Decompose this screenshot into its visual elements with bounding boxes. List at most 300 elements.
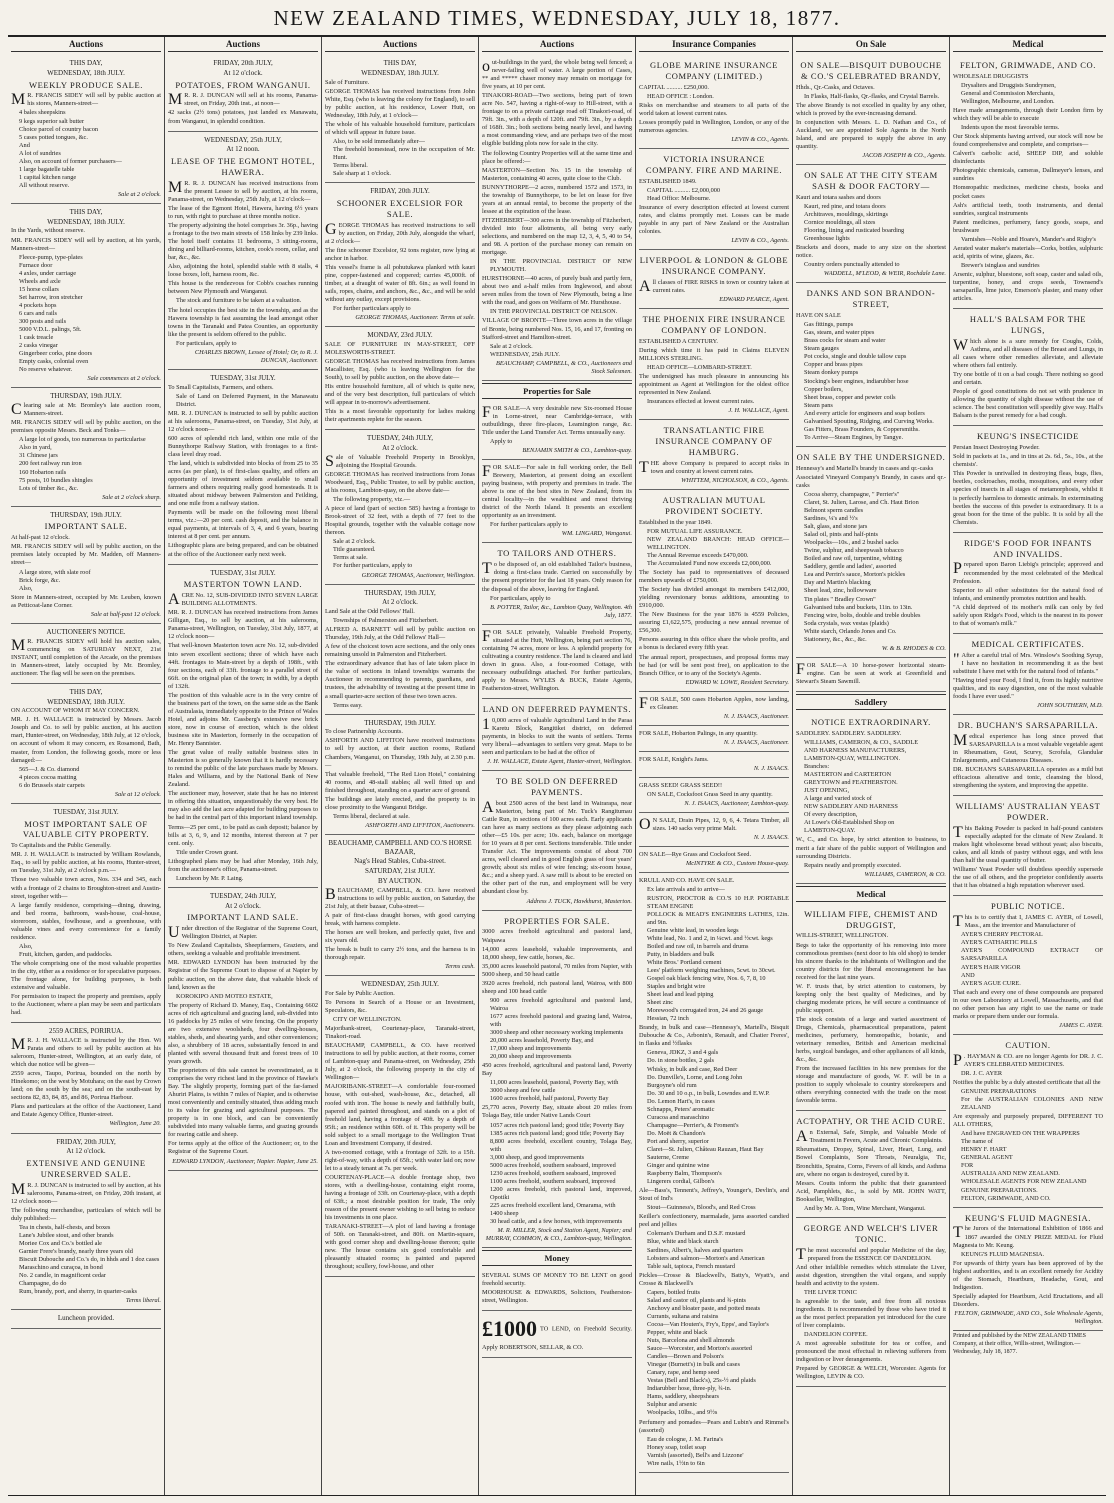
ad-text: Burgoyne's old rum xyxy=(647,1081,697,1089)
ad-text: That each and every one of these compounds are prepared in our own Laboratory at Lowell, Massachusetts, and that no other person has any right to use the name or trade marks or prepare them under our formula. xyxy=(953,988,1103,1020)
ad-dateline: TUESDAY, 31st JULY. xyxy=(53,807,119,816)
ad-text: "A child deprived of its mother's milk can only by fed safely upon Ridge's Food, which is the nearest in its power to that of woman's milk." xyxy=(953,603,1103,627)
ad-text: At half-past 12 o'clock. xyxy=(11,534,70,542)
advertisement xyxy=(11,804,161,1023)
ad-text: 11,000 acres leasehold, pastoral, Poverty Bay, with xyxy=(490,1079,619,1087)
ad-text: Also, adjoining the hotel, splendid stable with 8 stalls, 4 loose boxes, loft, harness room, &c. xyxy=(168,263,318,279)
advertisement xyxy=(325,55,475,183)
ad-text: out-buildings in the yard, the whole being well fenced; a never-failing well of water. A large portion of Cases, ** and ***** chaser money may remain on mortgage for five years, at 10 per cent. xyxy=(482,58,632,91)
ad-text: BEAUCHAMP, CAMPBELL, & CO. have received instructions to sell by public auction, on Saturday, the 21st July, at their bazaar, Cuba-street— xyxy=(325,885,475,910)
ad-text: Indiarubber hose, three-ply, ¾-in. xyxy=(647,1385,732,1393)
ad-text: Ginger and quinine wine xyxy=(647,1162,710,1170)
ad-text: The Accumulated Fund now exceeds £2,000,000. xyxy=(647,560,772,568)
ad-text: Gas fittings, pumps xyxy=(804,321,854,329)
advertisement xyxy=(11,684,161,804)
ad-text: Boiled and raw oil, turpentine, whiting xyxy=(804,555,902,563)
ad-dateline: WEDNESDAY, 18th JULY. xyxy=(47,697,125,706)
ad-text: 5000 acres freehold, southern seaboard, improved xyxy=(490,1161,616,1169)
column-heading: Auctions xyxy=(11,37,161,52)
ad-text: This is a most favorable opportunity for ladies making their apartments replete for the season. xyxy=(325,408,475,424)
ad-dateline: Nag's Head Stables, Cuba-street. xyxy=(354,857,446,866)
ad-dateline: MONDAY, 23rd JULY. xyxy=(367,331,433,340)
advertisement xyxy=(168,132,318,370)
ad-text: DR. BUCHAN'S SARSAPARILLA operates as a mild but efficacious alterative and tonic, cleansing the blood, strengthening the system, and improving the appetite. xyxy=(953,766,1103,790)
ad-text: 1 large bagatelle table xyxy=(19,165,75,173)
ad-dateline: THURSDAY, 19th JULY. xyxy=(50,392,122,401)
advertisement xyxy=(796,55,946,165)
ad-text: THE LIVER TONIC xyxy=(804,1288,857,1296)
ad-text: The most successful and popular Medicine of the day, prepared from the ESSENCE OF DANDELION. xyxy=(796,1245,946,1263)
ad-signature: ASHFORTH AND LIFFITON, Auctioneers. xyxy=(365,821,475,829)
ad-text: Sale of Furniture. xyxy=(325,78,370,86)
ad-text: Prepared by GEORGE & WELCH, Worcester. Agents for Wellington, LEVIN & CO. xyxy=(796,1365,946,1381)
ad-dateline: THIS DAY, xyxy=(69,687,103,696)
ad-dateline: TUESDAY, 24th JULY, xyxy=(366,434,434,443)
ad-text: Staples and bright wire xyxy=(647,983,706,991)
ad-text: NEW SADDLERY AND HARNESS xyxy=(804,803,898,811)
ad-text: ON SALE, Cocksfoot Grass Seed in any quantity. xyxy=(647,791,773,799)
ad-signature: LEVIN & CO., Agents. xyxy=(731,237,789,245)
ad-text: POLLOCK & MEAD'S ENGINEERS LATHES, 12in. and 9in. xyxy=(647,910,789,926)
ad-text: Sold in packets at 1s., and in tins at 2s. 6d., 5s., 10s., at the chemists'. xyxy=(953,453,1103,469)
ad-text: Set harrow, iron stretcher xyxy=(19,293,83,301)
ad-text: Lithographic plans are being prepared, and can be obtained at the office of the Auctioneer early next week. xyxy=(168,542,318,558)
ad-dateline: THURSDAY, 19th JULY. xyxy=(364,718,436,727)
ad-text: His entire household furniture, all of which is quite new, and of the very best description, full particulars of which will appear in to-morrow's advertisement. xyxy=(325,383,475,407)
ad-text: Do. 30 and 10 o.p., in bulk, Lowndes and E.W.P. xyxy=(647,1089,770,1097)
ad-text: 3000 sheep and other necessary working implements xyxy=(490,1029,624,1037)
ad-signature: FELTON, GRIMWADE, AND CO., Sole Wholesale Agents, Wellington. xyxy=(954,1309,1103,1325)
advertisement xyxy=(639,778,789,813)
advertisement xyxy=(639,149,789,250)
ad-text: 17,000 sheep and improvements xyxy=(490,1045,572,1053)
ad-text: Wellington, Melbourne, and London. xyxy=(961,98,1055,106)
drop-capital: M xyxy=(11,91,26,109)
ad-signature: CHARLES BROWN, Lessee of Hotel; Or, to R. J. DUNCAN, Auctioneer. xyxy=(194,348,318,364)
ad-dateline: At 2 o'clock. xyxy=(225,901,261,910)
ad-dateline: WEDNESDAY, 18th JULY. xyxy=(47,68,125,77)
ad-text: Rum, brandy, port, and sherry, in quarter-casks xyxy=(19,1288,137,1296)
advertisement xyxy=(953,426,1103,532)
ad-text: Schnapps, Peters' aromatic xyxy=(647,1105,715,1113)
ad-signature: BENJAMIN SMITH & CO., Lambton-quay. xyxy=(522,447,632,455)
ad-text: Prepared upon Baron Liebig's principle; approved and recommended by the most celebrated of the Medical Profession. xyxy=(953,560,1103,585)
advertisement xyxy=(11,1134,161,1311)
ad-text: Greenhouse lights xyxy=(804,235,850,243)
ad-text: The horses are well broken, and perfectly quiet, five and six years old. xyxy=(325,928,475,944)
ad-text: FOR SALE, Knight's Jams. xyxy=(639,755,709,763)
ad-text: 25,770 acres, Poverty Bay, situate about 20 miles from Tolaga Bay, title under Native Lands Court xyxy=(482,1104,632,1120)
drop-capital: M xyxy=(11,1036,26,1054)
ad-dateline: AUCTIONEER'S NOTICE. xyxy=(46,627,126,636)
advertisement xyxy=(325,430,475,584)
ad-headline: VICTORIA INSURANCE COMPANY. FIRE AND MARINE. xyxy=(645,154,783,175)
ad-text: ESTABLISHED A CENTURY. xyxy=(639,337,718,345)
ad-headline: GEORGE AND WELCH'S LIVER TONIC. xyxy=(803,1222,939,1244)
ad-text: FITZHERBERT—300 acres in the township of Fitzherbert, divided into four allotments, all being very early selections, and numbered on the map 12, 3, 4, 5, 40 to 54, and 98. A portion of the purchase money can remain on mortgage. xyxy=(482,216,632,257)
ad-text: M R. R. J. DUNCAN will sell at his rooms, Panama-street, on Friday, 20th inst., at noon— xyxy=(168,91,318,109)
ad-headline: EXTENSIVE AND GENUINE UNRESERVED SALE. xyxy=(26,1158,146,1179)
ad-text: TINAKORI-ROAD—Two sections, being part of town acre No. 547, having a right-of-way to Hill-street, with a frontage to on a private carriage road off Tinakori-road, of 79ft. 3in., with a depth of 120ft. and 79ft. 3in., by a depth of 168ft. 3in.; both sections being nearly level, and having a most commanding view, and are perhaps two of the most eligible building plots now for sale in the city. xyxy=(482,92,632,148)
advertisement xyxy=(953,715,1103,796)
ad-text: Sale of Valuable Freehold Property in Brooklyn, adjoining the Hospital Grounds. xyxy=(325,452,475,470)
ad-text: Gas, steam, and water pipes xyxy=(804,329,875,337)
ad-text: Galvanised tubs and buckets, 11in. to 13in. xyxy=(804,603,913,611)
advertisement xyxy=(796,283,946,447)
advertisement xyxy=(168,565,318,888)
ad-text: Also in yard, xyxy=(19,444,52,452)
ad-text: Sardines, Albert's, halves and quarters xyxy=(647,1246,743,1254)
ad-text: "Having tried your Food, I find it, from its highly nutritive qualities, and its easy digestion, one of the most valuable foods I have ever used." xyxy=(953,676,1103,700)
ad-text: ASHFORTH AND LIFFITON have received instructions to sell by auction, at their auction rooms, Rutland Chambers, Wanganui, on Thursday, 19th July, at 2.30 p.m.— xyxy=(325,737,475,769)
drop-capital: M xyxy=(168,178,183,196)
ad-text: MR. FRANCIS SIDEY will sell by public auction, on the premises lately occupied by Mr. Madden, off Manners-street— xyxy=(11,543,161,567)
ad-text: JUST OPENING, xyxy=(804,787,850,795)
ad-text: HAVE ON SALE xyxy=(796,312,841,320)
ad-text: 4 axles, under carriage xyxy=(19,269,76,277)
drop-capital: T xyxy=(796,1245,806,1263)
drop-capital: B xyxy=(325,885,336,903)
ad-signature: EDWARD W. LOWE, Resident Secretary. xyxy=(685,678,789,686)
ad-text: THE above Company is prepared to accept risks in town and country at lowest current rates. xyxy=(639,458,789,476)
ad-text: Sheet zinc xyxy=(647,999,674,1007)
advertisement xyxy=(639,752,789,778)
ad-text: HENRY F. HART xyxy=(961,1146,1007,1154)
ad-text: Sale of Land on Deferred Payment, in the Manawatu District. xyxy=(176,392,318,408)
ad-text: Genuine white lead, in wooden kegs xyxy=(647,926,739,934)
drop-capital: A xyxy=(168,591,180,609)
ad-text: WILLIAMS, CAMERON, & CO., SADDLE xyxy=(804,738,919,746)
ad-text: GEORGE THOMAS has received instructions from John White, Esq. (who is leaving the colony for England), to sell by public auction, at his residence, Lower Hutt, on Wednesday, 18th July, at 1 o'clock— xyxy=(325,87,475,119)
ad-text: FELTON, GRIMWADE, AND CO. xyxy=(961,1194,1051,1202)
ad-text: Galvanised Spouting, Ridging, and Curving Works. xyxy=(804,417,934,425)
advertisement xyxy=(639,420,789,490)
drop-capital: O xyxy=(639,816,651,834)
ad-headline: DR. BUCHAN'S SARSAPARILLA. xyxy=(957,720,1099,731)
ad-text: For particulars, apply to xyxy=(490,594,551,602)
ad-text: Cocoa sherry, champagne, " Perrier's" xyxy=(804,490,900,498)
ad-text: GEORGE THOMAS has received instructions from James Macallister, Esq. (who is leaving Wellington for the South), to sell by public auction, on the above date— xyxy=(325,357,475,382)
ad-text: Begs to take the opportunity of his removing into more commodious premises (next door to his old shop) to tender his sincere thanks to the inhabitants of Wellington and the country districts for the liberal encouragement he has received for the last nine years. xyxy=(796,941,946,981)
ad-headline: PROPERTIES FOR SALE. xyxy=(504,915,610,926)
ad-text: FOR SALE—A 10 horse-power horizontal steam-engine. Can be seen at work at Greenfield and Stewart's Steam Sawmill. xyxy=(796,660,946,685)
ad-text: M R. J. H. WALLACE is instructed by the Hon. Wi Parata and others to sell by public auction at his saleroom, Hunter-street, Wellington, at an early date, of which due notice will be given— xyxy=(11,1036,161,1069)
ad-text: " After a careful trial of Mrs. Winslow's Soothing Syrup, I have no hesitation in recommending it as the best substitute I have met with for the natural food of infants." xyxy=(953,650,1103,675)
ad-text: For particulars, apply to xyxy=(176,339,237,347)
advertisement xyxy=(482,401,632,460)
ad-text: MASTERTON—Section No. 15 in the township of Masterton, containing 40 acres, quite close to the Club. xyxy=(482,166,632,182)
ad-text: 4 pockets hops xyxy=(19,301,57,309)
column-4 xyxy=(479,37,636,1495)
drop-capital: C xyxy=(11,401,22,419)
columns xyxy=(8,37,1106,1496)
section-heading: Medical xyxy=(796,886,946,902)
ad-text: Do. Lemon Hart's, in cases xyxy=(647,1097,715,1105)
drop-capital: M xyxy=(11,636,26,654)
ad-text: Do. in stone bottles, 2 gals xyxy=(647,1057,714,1065)
advertisement xyxy=(639,490,789,692)
ad-text: Apply to xyxy=(490,437,513,445)
advertisement xyxy=(796,904,946,1112)
ad-text: Also, xyxy=(19,942,33,950)
ad-text: Morewood's corrugated iron, 24 and 26 gauge xyxy=(647,1007,764,1015)
ad-headline: MEDICAL CERTIFICATES. xyxy=(971,638,1085,649)
ad-text: LAMBTON-QUAY, WELLINGTON. xyxy=(804,755,901,762)
ad-signature: WILLIAMS, CAMERON, & CO. xyxy=(864,870,946,878)
ad-text: 20,000 sheep and improvements xyxy=(490,1053,572,1061)
ad-text: Copper and brass pipes xyxy=(804,361,863,369)
column-heading: Insurance Companies xyxy=(639,37,789,52)
ad-dateline: At 12 noon. xyxy=(226,145,260,154)
ad-text: Belmont sperm candles xyxy=(804,507,864,514)
drop-capital: U xyxy=(168,924,180,942)
ad-text: ON ACCOUNT OF WHOM IT MAY CONCERN. xyxy=(11,707,140,715)
ad-dateline: THURSDAY, 19th JULY, xyxy=(364,588,436,597)
ad-text: Notifies the public by a duly attested certificate that all the xyxy=(953,1078,1101,1086)
ad-signature: N. J. ISAACS. xyxy=(753,834,789,842)
advertisement xyxy=(482,1268,632,1311)
ad-signature: N. J. ISAACS. xyxy=(753,765,789,772)
ad-text: And have ENGRAVED ON THE WRAPPERS xyxy=(961,1130,1080,1138)
ad-text: Coleman's Durham and D.S.F. mustard xyxy=(647,1230,746,1238)
ad-text: The proprietors of this sale cannot be overestimated, as it comprises the very richest land in the province of Hawke's Bay. The slightly property, forming part of the far-famed Ahuriri Plains, is within 7 miles of Napier, and is otherwise most conveniently and centrally situated, thus adding much to its value for grazing and agricultural purposes. The property is in one block, and can be conveniently subdivided into many valuable farms, and grazing grounds for rearing cattle and sheep. xyxy=(168,1067,318,1139)
ad-text: Hennessy's and Martell's brandy in cases and qr.-casks xyxy=(796,464,934,472)
column-6 xyxy=(793,37,950,1495)
advertisement xyxy=(482,543,632,624)
ad-text: Woolpacks, 10lbs., and 9½s xyxy=(647,1409,718,1417)
ad-text: FOR SALE—For sale in full working order, the Bell Brewery, Masterton, at present doing an excellent paying business, with property and premises in trade. The above is one of the best sites in New Zealand, from its central locality—in the wealthiest and most thriving district of the North Island. It presents an excellent opportunity as an investment. xyxy=(482,463,632,520)
advertisement xyxy=(796,447,946,658)
ad-text: No. 2 candle, in magnificent cedar xyxy=(19,1272,106,1280)
ad-text: KEUNG'S FLUID MAGNESIA. xyxy=(961,1250,1045,1258)
ad-signature: Address J. TUCK, Hawkhurst, Masterton. xyxy=(526,897,632,905)
ad-text: Garnier Frere's brandy, nearly three years old xyxy=(19,1248,133,1256)
ad-text: KRULL AND CO. HAVE ON SALE. xyxy=(639,877,735,885)
ad-text: This vessel's frame is all pohutukawa planked with kauri pine, copper-fastened and coppered; carries 45,000ft. of timber, at a draught of water of 8ft. 6in.; as well found in sails, ropes, chains, and anchors, &c., &c., and will be sold without any outlay, except provisions. xyxy=(325,263,475,303)
ad-text: 20,000 acres leasehold, Poverty Bay, and xyxy=(490,1037,594,1045)
ad-text: Empty casks, colonial oven xyxy=(19,358,89,366)
ad-text: Steam donkey pumps xyxy=(804,369,859,377)
ad-text: Rheumatism, Dropsy, Spinal, Liver, Heart, Lung, and Bowel Complaints, Sore Throats, Neuralgia, Tic, Bronchitis, Sprains, Corns, Fevers of all kinds, and Asthma are, where no organ is destroyed, cured by it. xyxy=(796,1146,946,1178)
ad-text: FOR SALE—A very desirable new Six-roomed House in Lorne-street, near Cambridge-terrace, with outbuildings, three fire-places, Leamington range, &c. Title under the Land Transfer Act. Terms unusually easy. xyxy=(482,403,632,436)
ad-text: Putty, in bladders and bulk xyxy=(647,950,715,958)
ad-text: Hessian, 72 inch xyxy=(647,1015,689,1023)
ad-text: Brewer's isinglass and sundries xyxy=(961,261,1040,269)
ad-text: Biscuit Dubouche and Co.'s do, in hhds and 1 doz cases xyxy=(19,1256,160,1264)
ad-text: A few of the choicest town acre sections, and the only ones remaining unsold in Palmerston and Fitzherbert. xyxy=(325,643,475,659)
ad-text: 3000 acres freehold agricultural and pastoral land, Waipawa xyxy=(482,928,632,944)
ad-text: Brandy, in bulk and case—Hennessy's, Martell's, Bisquit Dubouche & Co., Arbonin's, Renault, and Chatier Freres', in flasks and ½flasks xyxy=(639,1024,789,1048)
ad-text: Payments will be made on the following most liberal terms, viz.:—20 per cent. cash deposit, and the balance in equal payments, at intervals of 3, 4, and 6 years, bearing interest at 8 per cent. per annum. xyxy=(168,509,318,541)
ad-text: The annual report, prospectuses, and proposal forms may be had (or will be sent post free), on application to the Branch Office, or to any of the Society's Agents. xyxy=(639,653,789,677)
ad-text: P . HAYMAN & CO. are no longer Agents for DR. J. C. AYER'S CELEBRATED MEDICINES. xyxy=(953,1051,1103,1069)
ad-text: 3920 acres freehold, rich pastoral land, Wairoa, with 800 sheep and 100 head cattle xyxy=(482,979,632,995)
ad-text: Twine, sulphur, and sheepwash tobacco xyxy=(804,547,904,555)
advertisement xyxy=(168,370,318,565)
ad-text: GEORGE THOMAS has received instructions to sell by auction, on Friday, 20th July, alongside the wharf, at 2 o'clock— xyxy=(325,220,475,245)
ad-text: This is to certify that I, JAMES C. AYER, of Lowell, Mass., am the inventor and Manufacturer of xyxy=(953,913,1103,931)
drop-capital: F xyxy=(482,627,491,645)
ad-text: Lees' platform weighing machines, 5cwt. to 30cwt. xyxy=(647,966,776,974)
advertisement xyxy=(11,1023,161,1133)
ad-signature: GEORGE THOMAS, Auctioneer, Wellington. xyxy=(361,571,475,579)
advertisement xyxy=(325,715,475,835)
ad-signature: JACOB JOSEPH & CO., Agents. xyxy=(862,152,946,160)
ad-text: M R. J. DUNCAN is instructed to sell by auction, at his salerooms, Panama-street, on Friday, 20th instant, at 12 o'clock noon— xyxy=(11,1180,161,1205)
ad-text: ALFRED A. BARNETT will sell by public auction on Thursday, 19th July, at the Odd Fellows' Hall— xyxy=(325,626,475,642)
ad-text: GREYTOWN and FEATHERSTON. xyxy=(804,779,898,787)
ad-headline: IMPORTANT SALE. xyxy=(44,521,128,532)
ad-text: For further particulars, apply to xyxy=(333,562,413,570)
drop-capital: F xyxy=(639,694,648,712)
ad-text: Also, on account of former purchasers— xyxy=(19,157,122,165)
ad-signature: BEAUCHAMP, CAMPBELL, & CO., Auctioneers and Stock Salesmen. xyxy=(495,359,632,375)
ad-signature: WHITTEM, NICHOLSON, & CO., Agents. xyxy=(681,476,789,484)
ad-text: O N SALE, Drain Pipes, 12, 9, 6, 4. Tetara Timber, all sizes. 140 sacks very prime Malt. xyxy=(639,816,789,834)
ad-text: From the increased facilities in his new premises for the storage and manufacture of goods, W. F. will be in a position to supply wholesale to country storekeepers and others everything connected with the trade on the most favorable terms. xyxy=(796,1065,946,1105)
ad-headline: AUSTRALIAN MUTUAL PROVIDENT SOCIETY. xyxy=(662,495,766,516)
ad-text: Lea and Perrin's sauce, Morton's pickles xyxy=(804,571,906,579)
ad-text: GENERAL AGENT xyxy=(961,1154,1013,1162)
ad-signature: B. POTTER, Tailor, &c., Lambton Quay, Wellington. 4th July, 1877. xyxy=(490,603,632,619)
ad-text: DR. J. C. AYER xyxy=(961,1069,1003,1077)
ad-text: The great value of really suitable business sites in Masterton is so generally known that it is hardly necessary to remind the public of the late purchases made by Messrs. Hales and Williams, and by the National Bank of New Zealand. xyxy=(168,749,318,789)
section-heading: Money xyxy=(482,1250,632,1266)
ad-text: 1230 acres freehold, southern seaboard, improved xyxy=(490,1169,616,1177)
advertisement xyxy=(11,1310,161,1329)
advertisement xyxy=(639,847,789,873)
ad-text: Ale—Bass's, Tennent's, Jeffrey's, Younger's, Devlin's, and Stout of Ind's xyxy=(639,1187,789,1203)
ad-text: 1600 acres freehold, half pastoral, Poverty Bay xyxy=(490,1095,609,1103)
ad-text: Photographic chemicals, cameras, Dallmeyer's lenses, and sundries xyxy=(953,167,1103,183)
ad-text: Sheet brass, copper and pewter coils xyxy=(804,393,896,401)
ad-text: Copper boilers, xyxy=(804,385,843,393)
ad-text: And other infallible remedies which stimulate the Liver, assist digestion, strengthen the vital organs, and supply health and activity to the system. xyxy=(796,1263,946,1287)
ad-text: 160 Hobarton rails xyxy=(19,468,67,476)
ad-text: The land, which is subdivided into blocks of from 25 to 35 acres (as per plan), is of first-class quality, and offers an opportunity of investment seldom available to small farmers and others requiring really good homesteads. It is situated about midway between Palmerston and Feilding, and one mile from a railway station. xyxy=(168,460,318,508)
ad-text: Majoribank-street, Courtenay-place, Taranaki-street, Tinakori-road. xyxy=(325,1025,475,1041)
ad-text: 2 casks vinegar xyxy=(19,342,58,350)
ad-text: Ash's artificial teeth, tooth instruments, and dental sundries, surgical instruments xyxy=(953,201,1103,217)
ad-text: Luncheon by Mr. P. Laing. xyxy=(176,874,244,882)
ad-text: Messrs. Coutts inform the public that their guaranteed Acid, Pamphlets, &c., is sold by MR. JOHN WATT, Bookseller, Wellington, xyxy=(796,1179,946,1203)
ad-text: Wire nails, 1½in to 6in xyxy=(647,1459,705,1467)
ad-text: ACRE No. 12, SUB-DIVIDED INTO SEVEN LARGE BUILDING ALLOTMENTS. xyxy=(168,591,318,609)
ad-text: A large lot of goods, too numerous to particularise xyxy=(19,436,146,444)
ad-text: The Society has paid to representatives of deceased members upwards of £750,000. xyxy=(639,569,789,585)
ad-text: Also, xyxy=(19,584,33,592)
ad-text: Honey soap, toilet soap xyxy=(647,1443,707,1451)
ad-headline: FELTON, GRIMWADE, AND CO. xyxy=(960,60,1096,70)
ad-text: The stock and furniture to be taken at a valuation. xyxy=(176,297,302,305)
ad-dateline: At 2 o'clock. xyxy=(382,598,418,607)
ad-dateline: WEDNESDAY, 25th JULY. xyxy=(361,980,439,989)
ad-dateline: TUESDAY, 31st JULY. xyxy=(210,373,276,382)
ad-text: The following Country Properties will at the same time and place be offered:— xyxy=(482,149,632,165)
drop-capital: F xyxy=(796,660,805,678)
advertisement xyxy=(482,911,632,1249)
drop-capital: o xyxy=(482,58,490,75)
ad-signature: N. J. ISAACS, Auctioneer. xyxy=(723,712,789,720)
ad-text: W., C., and Co. hope, by strict attention to business, to merit a fair share of the public support of Wellington and surrounding Districts. xyxy=(796,836,946,860)
ad-text: FOR SALE privately, Valuable Freehold Property, situated at the Hutt, Wellington, being part section 76, containing 74 acres, more or less. A splendid property for cultivating a country residence. The land is cleared and laid down in grass. Also, a four-roomed Cottage, with necessary outbuildings attached. For further particulars, apply to Messrs. WYLES & BUCK, Estate Agents, Featherston-street, Wellington. xyxy=(482,627,632,693)
ad-headline: TO BE SOLD ON DEFERRED PAYMENTS. xyxy=(495,776,619,798)
ad-text: Do. Dunville's, Lorne, and Long John xyxy=(647,1073,743,1081)
drop-capital: A xyxy=(796,1128,808,1146)
ad-signature: EDWARD LYNDON, Auctioneer, Napier. Napier, June 25. xyxy=(172,1157,318,1165)
drop-capital: P xyxy=(953,1051,962,1069)
column-1 xyxy=(8,37,165,1495)
ad-text: In conjunction with Messrs. L. D. Nathan and Co., of Auckland, we are appointed Sole Agents in the North Island, and are prepared to supply the above in any quantity. xyxy=(796,118,946,151)
ad-text: A pair of first-class draught horses, with good carrying break, with harness complete. xyxy=(325,911,475,927)
advertisement xyxy=(953,55,1103,309)
ad-text: Lane's Jubilee stout, and other brands xyxy=(19,1232,114,1240)
ad-text: In Flasks, Half-flasks, Qr.-flasks, and Crystal Barrels. xyxy=(804,92,940,100)
advertisement xyxy=(639,726,789,752)
ad-text: For Sale by Public Auction. xyxy=(325,989,395,997)
ad-text: A lot of sundries xyxy=(19,149,61,157)
money-line: £1000 TO LEND, on Freehold Security. Apply ROBERTSON, SELLAR, & CO. xyxy=(482,1316,632,1351)
advertisement xyxy=(953,309,1103,426)
ad-text: M R. R. J. DUNCAN has received instructions from the present Lessee to sell by auction, at his rooms, Panama-street, on Wednesday, 25th July, at 12 o'clock— xyxy=(168,178,318,203)
ad-text: Townships of Palmerston and Fitzherbert. xyxy=(333,617,439,625)
drop-capital: F xyxy=(482,463,491,481)
advertisement xyxy=(11,507,161,624)
ad-text: FOR xyxy=(961,1162,974,1170)
drop-capital: M xyxy=(11,1180,26,1198)
ad-signature: N. J. ISAACS, Auctioneer, Lambton-quay. xyxy=(684,800,789,808)
ad-text: Nuts, Barcelona and shell almonds xyxy=(647,1337,735,1345)
ad-text: Sale sharp at 1 o'clock. xyxy=(333,170,391,178)
advertisement xyxy=(11,204,161,388)
ad-text: Maraschino and curaçoa, in bond xyxy=(19,1264,103,1272)
ad-text: White Bros.' Portland cement xyxy=(647,958,722,966)
ad-text: Brass cocks for steam and water xyxy=(804,337,886,345)
ad-text: Of every description, xyxy=(804,811,858,819)
ad-text: At Lowe's Old-Established Shop on xyxy=(804,819,895,827)
ad-text: Terms at sale. xyxy=(333,554,368,562)
advertisement xyxy=(639,813,789,847)
ad-text: Woolpacks—10s., and 2 bushel sacks xyxy=(804,539,899,547)
ad-text: Land Sale at the Odd Fellows' Hall. xyxy=(325,608,415,616)
ad-text: Repairs neatly and promptly executed. xyxy=(804,861,902,869)
ad-headline: NOTICE EXTRAORDINARY. xyxy=(811,716,931,727)
ad-text: The buildings are lately erected, and the property is in close proximity to the Wanganui Bridge. xyxy=(325,795,475,811)
ad-text: 1385 acres rich pastoral land; good title; Poverty Bay xyxy=(490,1129,625,1137)
ad-text: 1200 acres freehold, rich pastoral land, improved, Opotiki xyxy=(490,1185,632,1201)
ad-text: Cocoa—Van Houten's, Fry's, Epps', and Taylor's xyxy=(647,1320,769,1328)
ad-headline: ON SALE BY THE UNDERSIGNED. xyxy=(796,451,946,462)
ad-text: A piece of land (part of section 585) having a frontage to Brook-street of 32 feet, with a depth of 77 feet to the Hospital grounds, together with the valuable cottage now thereon. xyxy=(325,505,475,537)
ad-signature: N. J. ISAACS, Auctioneer. xyxy=(723,738,789,746)
ad-text: Stout—Guinness's, Blood's, and Red Cross xyxy=(647,1204,756,1212)
ad-text: Insurance of every description effected at lowest current rates, and claims promptly met. Losses can be made payable in any part of New Zealand or the Australian colonies. xyxy=(639,203,789,236)
advertisement xyxy=(482,771,632,910)
ad-text: The position of this valuable acre is in the very centre of the business part of the town, on the same side as the Bank of Australasia, immediately opposite to the Prince of Wales Hotel, and adjoins Mr. Cassberg's extensive new brick store, now in course of erection, which is the oldest business site in Masterton, formerly in the occupation of Mr. Henry Bannister. xyxy=(168,691,318,748)
advertisement xyxy=(482,699,632,771)
ad-text: Salad oil, pints and half-pints xyxy=(804,531,878,539)
imprint-note: Printed and published by the NEW ZEALAND TIMES Company, at their office, Willis-street, Wellington.—Wednesday, July 18, 1877. xyxy=(953,1333,1086,1355)
ad-text: SALE OF FURNITURE IN MAY-STREET, OFF MOLESWORTH-STREET. xyxy=(325,340,475,356)
ad-dateline: FRIDAY, 20th JULY, xyxy=(213,59,273,67)
advertisement xyxy=(482,55,632,381)
ad-text: Homœopathic medicines, medicine chests, books and pocket cases xyxy=(953,184,1103,200)
ad-text: 1 0,000 acres of valuable Agricultural Land in the Paraa Karetu Block, Rangitikei district, on deferred payments, in blocks to suit the wants of settlers. Terms very liberal—advantages to settlers very great. Maps to be seen and particulars to be had at the office of xyxy=(482,715,632,757)
advertisement xyxy=(796,165,946,283)
ad-text: Also, to be sold immediately after— xyxy=(333,137,425,145)
ad-text: Pot cocks, single and double tallow cups xyxy=(804,353,907,361)
ad-headline: ON SALE AT THE CITY STEAM SASH & DOOR FACTORY— xyxy=(804,170,938,192)
